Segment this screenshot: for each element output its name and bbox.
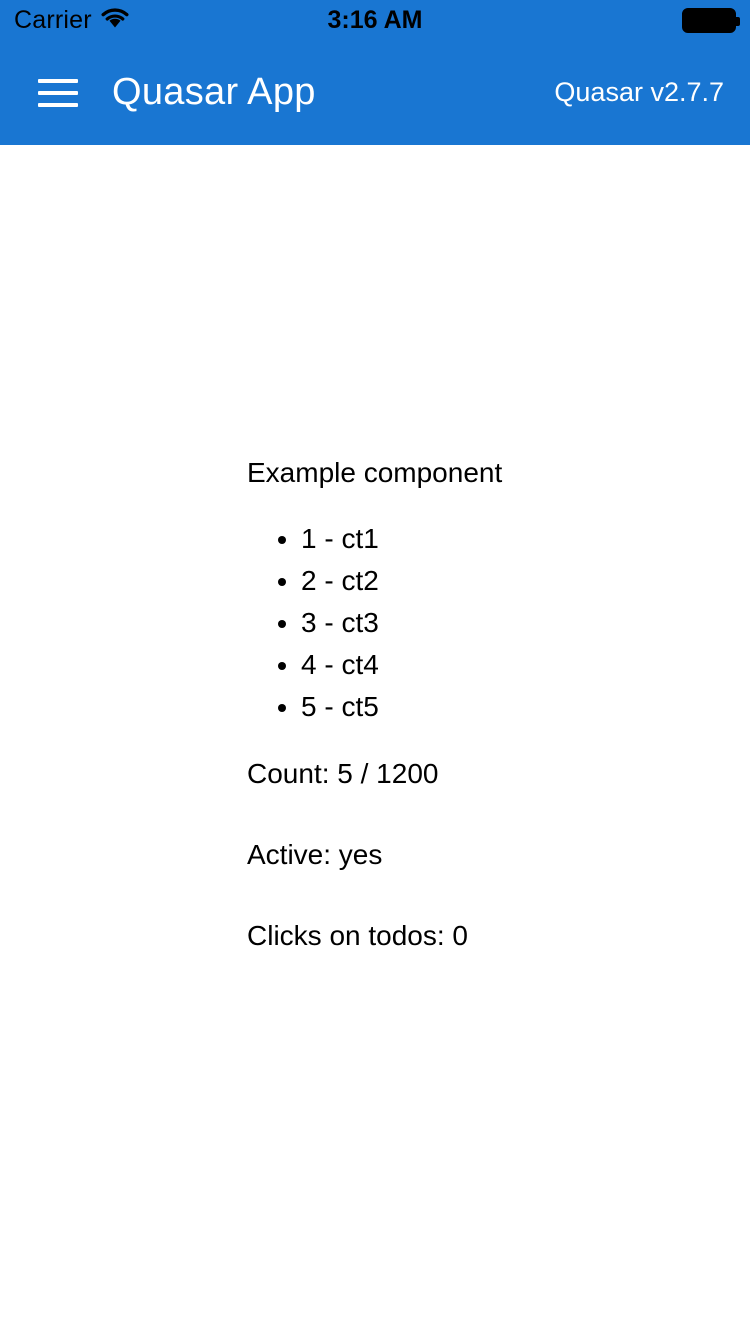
list-item[interactable]: • 3 - ct3 — [301, 602, 710, 644]
todo-list — [247, 518, 710, 728]
list-item[interactable]: • 5 - ct5 — [301, 686, 710, 728]
status-bar-clock: 3:16 AM — [327, 5, 423, 34]
menu-bar-3 — [38, 103, 78, 107]
active-line: Active: yes — [247, 839, 383, 870]
status-bar-left — [14, 7, 130, 34]
example-component — [247, 455, 710, 953]
version-label: Quasar v2.7.7 — [554, 77, 724, 107]
clicks-line: Clicks on todos: 0 — [247, 920, 468, 951]
component-title: Example component — [247, 457, 503, 488]
count-line: Count: 5 / 1200 — [247, 758, 439, 789]
list-item[interactable]: • 2 - ct2 — [301, 560, 710, 602]
battery-full-icon — [682, 8, 736, 33]
hamburger-menu-icon[interactable] — [30, 65, 86, 121]
page-container — [0, 145, 750, 1334]
page-title: Quasar App — [112, 71, 316, 113]
carrier-label: Carrier — [14, 5, 92, 34]
status-bar-right — [682, 8, 736, 33]
status-bar — [0, 0, 750, 40]
app-toolbar — [0, 40, 750, 145]
list-item[interactable]: • 1 - ct1 — [301, 518, 710, 560]
menu-bar-1 — [38, 79, 78, 83]
menu-bar-2 — [38, 91, 78, 95]
list-item[interactable]: • 4 - ct4 — [301, 644, 710, 686]
wifi-icon — [100, 7, 130, 34]
